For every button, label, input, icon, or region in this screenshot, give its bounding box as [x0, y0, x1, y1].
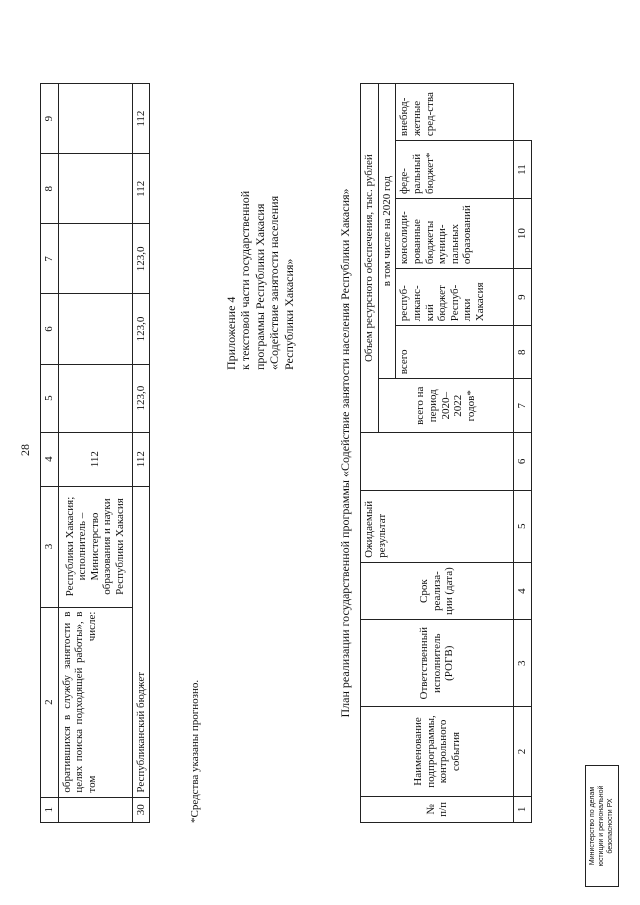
appendix-line: к текстовой части государственной	[238, 190, 253, 370]
col-number: 1	[41, 797, 59, 822]
col-number: 2	[514, 707, 532, 797]
col-number: 9	[514, 269, 532, 326]
header-consolidated: консолиди-рованные бюджеты муници-пальных образований	[396, 199, 514, 269]
header-federal: феде-ральный бюджет*	[396, 141, 514, 199]
value-cell	[58, 154, 132, 224]
stamp-line: юстиции и региональной	[597, 785, 605, 867]
col-number: 2	[41, 607, 59, 797]
col-number: 4	[514, 562, 532, 619]
value-cell: 112	[132, 154, 150, 224]
header-result: Ожидаемый результат	[361, 490, 514, 562]
appendix-line: «Содействие занятости населения	[267, 195, 282, 370]
plan-title: План реализации государственной программы «Содействие занятости населения Республики Хакасия»	[338, 188, 352, 718]
row-name: Республиканский бюджет	[132, 486, 150, 797]
col-number: 5	[41, 364, 59, 432]
col-number: 5	[514, 490, 532, 562]
table-row	[41, 84, 59, 823]
footnote: *Средства указаны прогнозно.	[189, 679, 201, 823]
table-row	[58, 84, 132, 823]
value-cell: 123,0	[132, 224, 150, 294]
col-number: 6	[41, 294, 59, 364]
col-number: 3	[41, 486, 59, 607]
value-cell	[58, 84, 132, 154]
header-republican: респуб-ликанс-кий бюджет Респуб-лики Хакасия	[396, 269, 514, 326]
value-cell	[58, 294, 132, 364]
appendix-line: Республики Хакасия»	[281, 258, 296, 370]
header-num: № п/п	[361, 796, 514, 822]
header-in-2020: в том числе на 2020 год	[378, 84, 396, 379]
col-number: 11	[514, 141, 532, 199]
stamp-line: безопасности РХ	[606, 798, 614, 854]
row-number	[58, 797, 132, 822]
page-number: 28	[18, 444, 32, 456]
col-number: 6	[514, 433, 532, 490]
value-cell: 123,0	[132, 294, 150, 364]
value-cell: 112	[132, 432, 150, 486]
col-number: 7	[514, 379, 532, 433]
row-executor: Республики Хакасия; исполнитель – Министерство образования и науки Республики Хакасия	[58, 486, 132, 607]
header-extrabudgetary: внебюд-жетные сред-ства	[396, 84, 514, 141]
value-cell: 112	[58, 432, 132, 486]
table-header-row	[361, 84, 379, 823]
header-executor: Ответственный исполнитель (РОГВ)	[361, 620, 514, 707]
header-volume: Объем ресурсного обеспечения, тыс. рублей	[361, 84, 379, 433]
value-cell	[58, 364, 132, 432]
appendix-line: Приложение 4	[224, 296, 238, 370]
table-row	[514, 84, 532, 823]
col-number: 4	[41, 432, 59, 486]
col-number: 3	[514, 620, 532, 707]
appendix-line: программы Республики Хакасия	[252, 203, 267, 370]
col-number: 1	[514, 796, 532, 822]
col-number: 9	[41, 84, 59, 154]
col-number: 10	[514, 199, 532, 269]
appendix-header	[224, 160, 296, 370]
header-all: всего	[396, 326, 514, 379]
budget-table	[40, 83, 150, 823]
value-cell	[58, 224, 132, 294]
header-total-period: всего на период 2020–2022 годов*	[378, 379, 514, 433]
value-cell: 123,0	[132, 364, 150, 432]
header-name: Наименование подпрограммы, контрольного события	[361, 707, 514, 797]
stamp-line: Министерство по делам	[589, 786, 596, 866]
row-number: 30	[132, 797, 150, 822]
col-number: 7	[41, 224, 59, 294]
col-number: 8	[41, 154, 59, 224]
registration-stamp	[585, 765, 619, 887]
plan-table	[360, 83, 532, 823]
header-term: Срок реализа-ции (дата)	[361, 562, 514, 619]
col-number: 8	[514, 326, 532, 379]
value-cell: 112	[132, 84, 150, 154]
row-description: обратившихся в службу занятости в целях поиска подходящей работы», в том числе:	[58, 607, 132, 797]
table-row	[132, 84, 150, 823]
header-spacer	[361, 433, 514, 490]
